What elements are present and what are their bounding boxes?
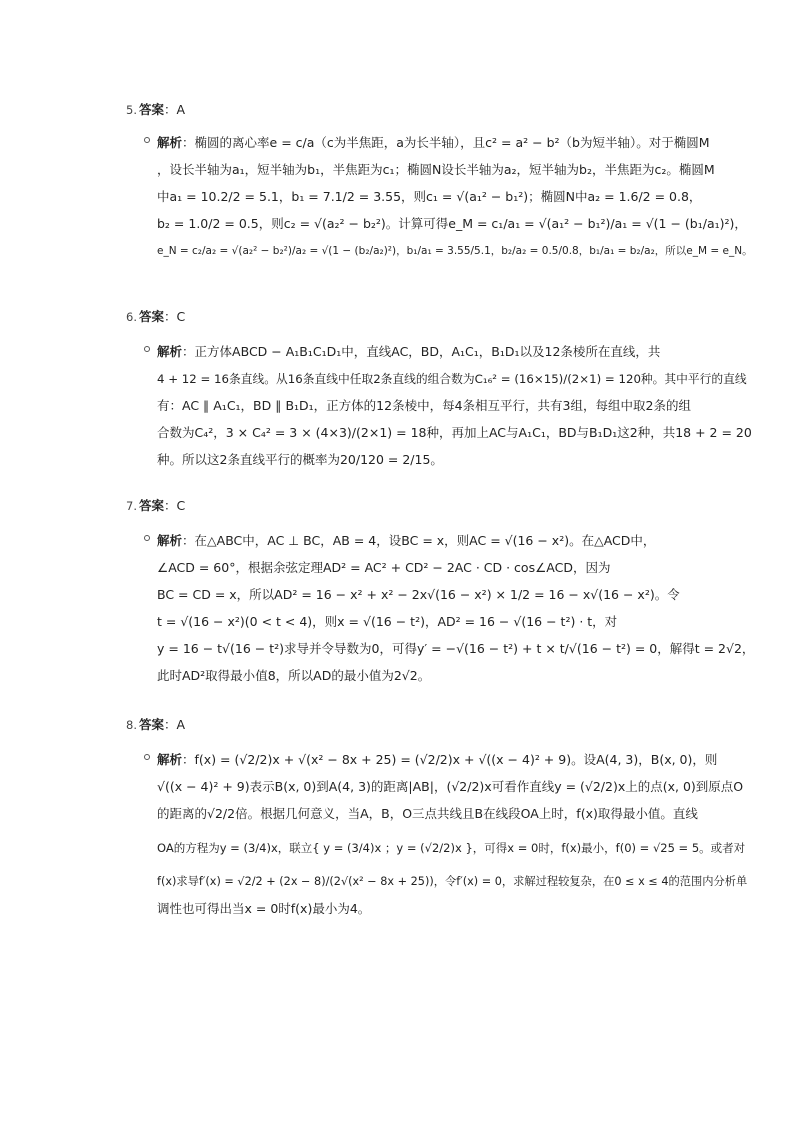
bullet-icon [144, 754, 150, 760]
answer-value: C [176, 309, 186, 324]
analysis-line: 有：AC ∥ A₁C₁，BD ∥ B₁D₁，正方体的12条棱中，每4条相互平行，共有3组，每组中取2条的组 [157, 398, 691, 413]
answer-label: 答案 [139, 498, 165, 513]
analysis-block [126, 131, 753, 263]
analysis-line: 合数为C₄²，3 × C₄² = 3 × (4×3)/(2×1) = 18种，再加上AC与A₁C₁，BD与B₁D₁这2种，共18 + 2 = 20 [157, 425, 752, 440]
analysis-line: 解析：在△ABC中，AC ⊥ BC，AB = 4，设BC = x，则AC = √(16 − x²)。在△ACD中， [157, 533, 656, 548]
answer-label: 答案 [139, 102, 165, 117]
analysis-line: t = √(16 − x²)(0 < t < 4)，则x = √(16 − t²)，AD² = 16 − √(16 − t²) · t，对 [157, 614, 618, 629]
answer-label: 答案 [139, 309, 165, 324]
analysis-line: 4 + 12 = 16条直线。从16条直线中任取2条直线的组合数为C₁₆² = (16×15)/(2×1) = 120种。其中平行的直线 [157, 372, 747, 386]
analysis-line: 调性也可得出当x = 0时f(x)最小为4。 [157, 901, 371, 916]
analysis-label: 解析 [157, 533, 183, 548]
answer-value: A [176, 102, 186, 117]
analysis-text: 椭圆的离心率e = c/a（c为半焦距，a为长半轴），且c² = a² − b²（b为短半轴）。对于椭圆M [194, 135, 710, 150]
answer-value: A [176, 717, 186, 732]
analysis-line: e_N = c₂/a₂ = √(a₂² − b₂²)/a₂ = √(1 − (b₂/a₂)²)，b₁/a₁ = 3.55/5.1，b₂/a₂ = 0.5/0.8，b₁/a₁ = b₂/a₂，所以e_M = e_N。 [157, 245, 753, 257]
question-number: 5. [126, 103, 137, 117]
analysis-line: b₂ = 1.0/2 = 0.5，则c₂ = √(a₂² − b₂²)。计算可得e_M = c₁/a₁ = √(a₁² − b₁²)/a₁ = √(1 − (b₁/a₁)²)， [157, 216, 747, 231]
analysis-label: 解析 [157, 344, 183, 359]
answer-line: 答案：A [139, 717, 186, 732]
question-number: 7. [126, 499, 137, 513]
analysis-line: 解析：f(x) = (√2/2)x + √(x² − 8x + 25) = (√2/2)x + √((x − 4)² + 9)。设A(4, 3)，B(x, 0)，则 [157, 752, 718, 767]
analysis-line: 中a₁ = 10.2/2 = 5.1，b₁ = 7.1/2 = 3.55，则c₁ = √(a₁² − b₁²)；椭圆N中a₂ = 1.6/2 = 0.8， [157, 189, 702, 204]
question-5 [126, 101, 753, 263]
analysis-line: 的距离的√2/2倍。根据几何意义，当A，B，O三点共线且B在线段OA上时，f(x)取得最小值。直线 [157, 806, 698, 821]
analysis-line: ∠ACD = 60°，根据余弦定理AD² = AC² + CD² − 2AC · CD · cos∠ACD，因为 [157, 560, 611, 575]
analysis-line: ，设长半轴为a₁，短半轴为b₁，半焦距为c₁；椭圆N设长半轴为a₂，短半轴为b₂，半焦距为c₂。椭圆M [157, 162, 715, 177]
analysis-line: 种。所以这2条直线平行的概率为20/120 = 2/15。 [157, 452, 443, 467]
analysis-block [126, 340, 752, 472]
answer-line: 答案：C [139, 309, 186, 324]
analysis-line: y = 16 − t√(16 − t²)求导并令导数为0，可得y′ = −√(16 − t²) + t × t/√(16 − t²) = 0，解得t = 2√2， [157, 641, 755, 656]
answer-label: 答案 [139, 717, 165, 732]
question-header [126, 101, 686, 119]
analysis-block [126, 748, 748, 921]
question-header [126, 716, 686, 734]
analysis-line: BC = CD = x，所以AD² = 16 − x² + x² − 2x√(16 − x²) × 1/2 = 16 − x√(16 − x²)。令 [157, 587, 680, 602]
question-number: 6. [126, 310, 137, 324]
analysis-line: OA的方程为y = (3/4)x，联立{ y = (3/4)x ；y = (√2/2)x }，可得x = 0时，f(x)最小，f(0) = √25 = 5。或者对 [157, 841, 746, 855]
question-number: 8. [126, 718, 137, 732]
bullet-icon [144, 346, 150, 352]
analysis-block [126, 529, 755, 688]
bullet-icon [144, 137, 150, 143]
analysis-line: 解析：椭圆的离心率e = c/a（c为半焦距，a为长半轴），且c² = a² − b²（b为短半轴）。对于椭圆M [157, 135, 710, 150]
analysis-line: 解析：正方体ABCD − A₁B₁C₁D₁中，直线AC，BD，A₁C₁，B₁D₁以及12条棱所在直线，共 [157, 344, 661, 359]
question-header [126, 497, 686, 515]
analysis-label: 解析 [157, 752, 183, 767]
analysis-text: 正方体ABCD − A₁B₁C₁D₁中，直线AC，BD，A₁C₁，B₁D₁以及12条棱所在直线，共 [194, 344, 661, 359]
question-header [126, 308, 686, 326]
question-6 [126, 308, 752, 472]
analysis-text: f(x) = (√2/2)x + √(x² − 8x + 25) = (√2/2)x + √((x − 4)² + 9)。设A(4, 3)，B(x, 0)，则 [194, 752, 718, 767]
analysis-line: 此时AD²取得最小值8，所以AD的最小值为2√2。 [157, 668, 431, 683]
answer-line: 答案：A [139, 102, 186, 117]
analysis-label: 解析 [157, 135, 183, 150]
question-8 [126, 716, 748, 921]
analysis-text: 在△ABC中，AC ⊥ BC，AB = 4，设BC = x，则AC = √(16 − x²)。在△ACD中， [194, 533, 656, 548]
answer-line: 答案：C [139, 498, 186, 513]
analysis-line: f(x)求导f′(x) = √2/2 + (2x − 8)/(2√(x² − 8x + 25))，令f′(x) = 0，求解过程较复杂，在0 ≤ x ≤ 4的范围内分析单 [157, 875, 748, 888]
question-7 [126, 497, 755, 688]
bullet-icon [144, 535, 150, 541]
analysis-line: √((x − 4)² + 9)表示B(x, 0)到A(4, 3)的距离|AB|，(√2/2)x可看作直线y = (√2/2)x上的点(x, 0)到原点O [157, 779, 744, 794]
answer-value: C [176, 498, 186, 513]
